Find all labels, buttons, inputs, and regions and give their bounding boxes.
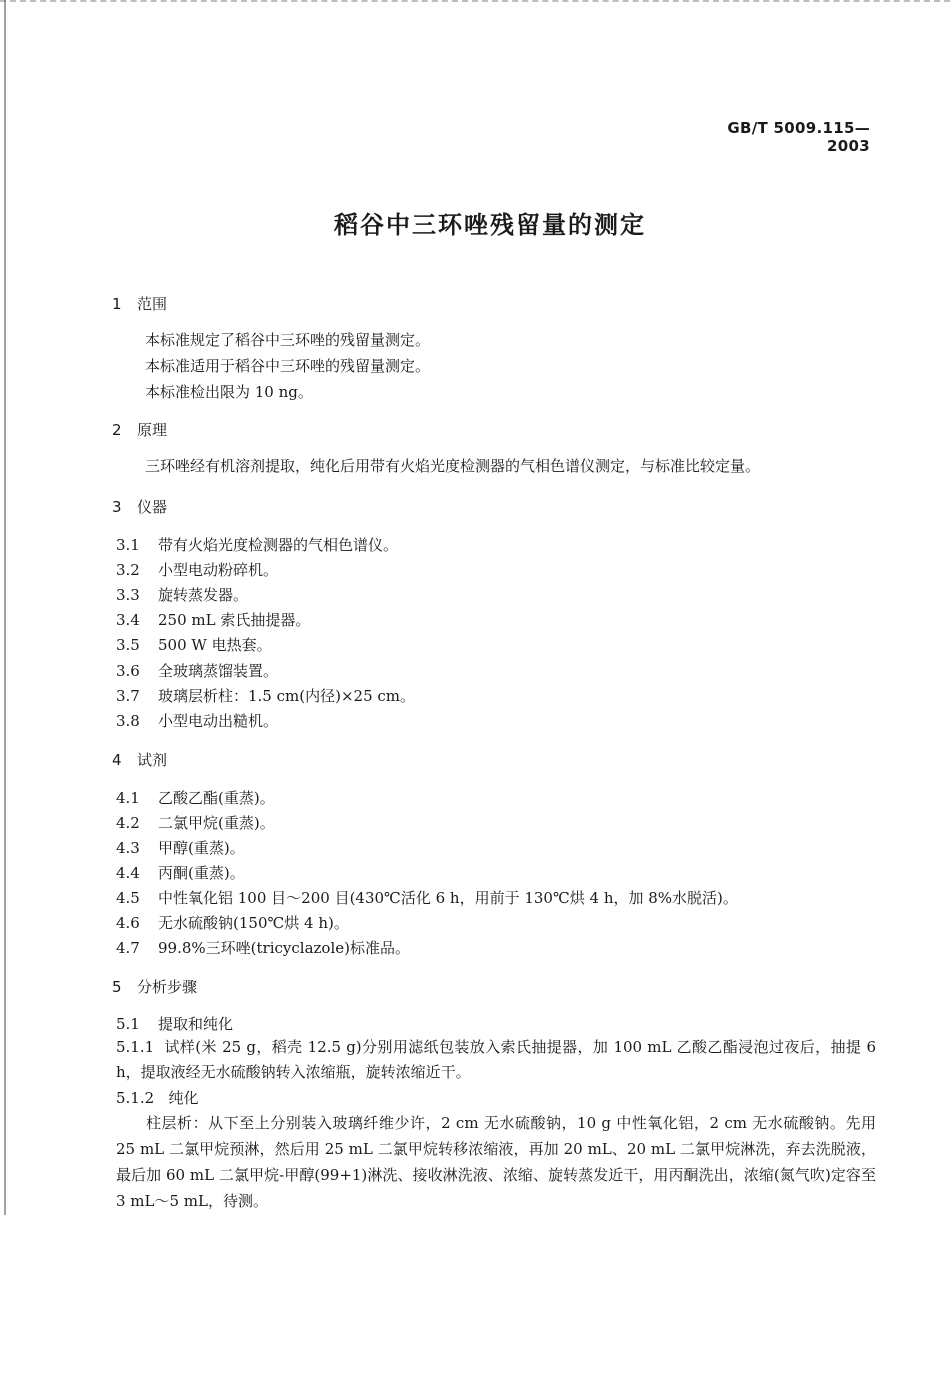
item-number: 4.7	[116, 939, 140, 957]
item-number: 3.7	[116, 687, 140, 705]
item-text: 500 W 电热套。	[158, 636, 272, 654]
section-1-paragraph-3: 本标准检出限为 10 ng。	[145, 383, 313, 401]
section-title: 仪器	[137, 498, 168, 516]
item-text: 中性氧化铝 100 目～200 目(430℃活化 6 h，用前于 130℃烘 4 h，加 8%水脱活)。	[158, 889, 738, 907]
item-text: 旋转蒸发器。	[158, 586, 249, 604]
item-text: 甲醇(重蒸)。	[158, 839, 245, 857]
item-number: 3.5	[116, 636, 140, 654]
section-number: 2	[112, 421, 122, 439]
list-item	[116, 811, 275, 836]
section-2-heading	[112, 418, 167, 443]
subsection-number: 5.1	[116, 1015, 140, 1033]
section-title: 试剂	[137, 751, 168, 769]
subsection-number: 5.1.1	[116, 1038, 155, 1056]
list-item	[116, 533, 398, 558]
list-item	[116, 684, 415, 709]
subsection-5-1-1-paragraph	[116, 1035, 876, 1085]
section-number: 5	[112, 978, 122, 996]
item-number: 4.5	[116, 889, 140, 907]
subsection-5-1-2-heading	[116, 1086, 199, 1111]
subsection-title: 提取和纯化	[158, 1015, 234, 1033]
document-title: 稻谷中三环唑残留量的测定	[334, 211, 646, 239]
section-3-heading	[112, 495, 167, 520]
item-text: 带有火焰光度检测器的气相色谱仪。	[158, 536, 399, 554]
item-number: 3.1	[116, 536, 140, 554]
section-title: 分析步骤	[137, 978, 198, 996]
section-number: 4	[112, 751, 122, 769]
section-5-heading	[112, 975, 197, 1000]
item-text: 无水硫酸钠(150℃烘 4 h)。	[158, 914, 349, 932]
item-number: 4.2	[116, 814, 140, 832]
list-item	[116, 886, 738, 911]
scan-top-border	[0, 0, 950, 8]
section-2-paragraph-1: 三环唑经有机溶剂提取，纯化后用带有火焰光度检测器的气相色谱仪测定，与标准比较定量。	[145, 457, 761, 475]
item-text: 二氯甲烷(重蒸)。	[158, 814, 275, 832]
section-title: 范围	[137, 295, 168, 313]
item-text: 全玻璃蒸馏装置。	[158, 662, 279, 680]
section-4-heading	[112, 748, 167, 773]
item-number: 4.4	[116, 864, 140, 882]
paragraph-text: 试样(米 25 g，稻壳 12.5 g)分别用滤纸包装放入索氏抽提器，加 100 mL 乙酸乙酯浸泡过夜后，抽提 6 h，提取液经无水硫酸钠转入浓缩瓶，旋转浓缩近干。	[116, 1038, 876, 1081]
item-number: 3.4	[116, 611, 140, 629]
item-number: 3.8	[116, 712, 140, 730]
item-text: 玻璃层析柱：1.5 cm(内径)×25 cm。	[158, 687, 416, 705]
item-text: 乙酸乙酯(重蒸)。	[158, 789, 275, 807]
list-item	[116, 911, 349, 936]
list-item	[116, 633, 272, 658]
item-text: 250 mL 索氏抽提器。	[158, 611, 311, 629]
scan-left-border	[4, 0, 9, 1215]
standard-number: GB/T 5009.115—2003	[727, 119, 870, 155]
item-number: 3.3	[116, 586, 140, 604]
item-number: 4.3	[116, 839, 140, 857]
list-item	[116, 558, 278, 583]
subsection-number: 5.1.2	[116, 1089, 155, 1107]
list-item	[116, 659, 278, 684]
section-1-paragraph-1: 本标准规定了稻谷中三环唑的残留量测定。	[145, 331, 431, 349]
list-item	[116, 786, 275, 811]
item-text: 小型电动粉碎机。	[158, 561, 279, 579]
subsection-5-1-2-paragraph: 柱层析：从下至上分别装入玻璃纤维少许，2 cm 无水硫酸钠，10 g 中性氧化铝，2 cm 无水硫酸钠。先用 25 mL 二氯甲烷预淋，然后用 25 mL 二氯甲烷转移浓缩液，再加 20 mL、20 mL 二氯甲烷淋洗，弃去洗脱液，最后加 60 mL 二氯甲烷-甲醇(99+1)淋洗、接收淋洗液、浓缩、旋转蒸发近干，用丙酮洗出，浓缩(氮气吹)定容至 3 mL～5 mL，待测。	[116, 1114, 876, 1210]
item-number: 3.2	[116, 561, 140, 579]
list-item	[116, 608, 310, 633]
item-text: 99.8%三环唑(tricyclazole)标准品。	[158, 939, 410, 957]
section-number: 1	[112, 295, 122, 313]
list-item	[116, 936, 410, 961]
item-number: 4.6	[116, 914, 140, 932]
section-title: 原理	[137, 421, 168, 439]
item-number: 3.6	[116, 662, 140, 680]
list-item	[116, 709, 278, 734]
section-number: 3	[112, 498, 122, 516]
subsection-5-1-heading	[116, 1012, 233, 1037]
item-text: 小型电动出糙机。	[158, 712, 279, 730]
item-number: 4.1	[116, 789, 140, 807]
subsection-title: 纯化	[168, 1089, 199, 1107]
list-item	[116, 836, 245, 861]
section-1-heading	[112, 292, 167, 317]
list-item	[116, 583, 248, 608]
item-text: 丙酮(重蒸)。	[158, 864, 245, 882]
list-item	[116, 861, 245, 886]
section-1-paragraph-2: 本标准适用于稻谷中三环唑的残留量测定。	[145, 357, 431, 375]
